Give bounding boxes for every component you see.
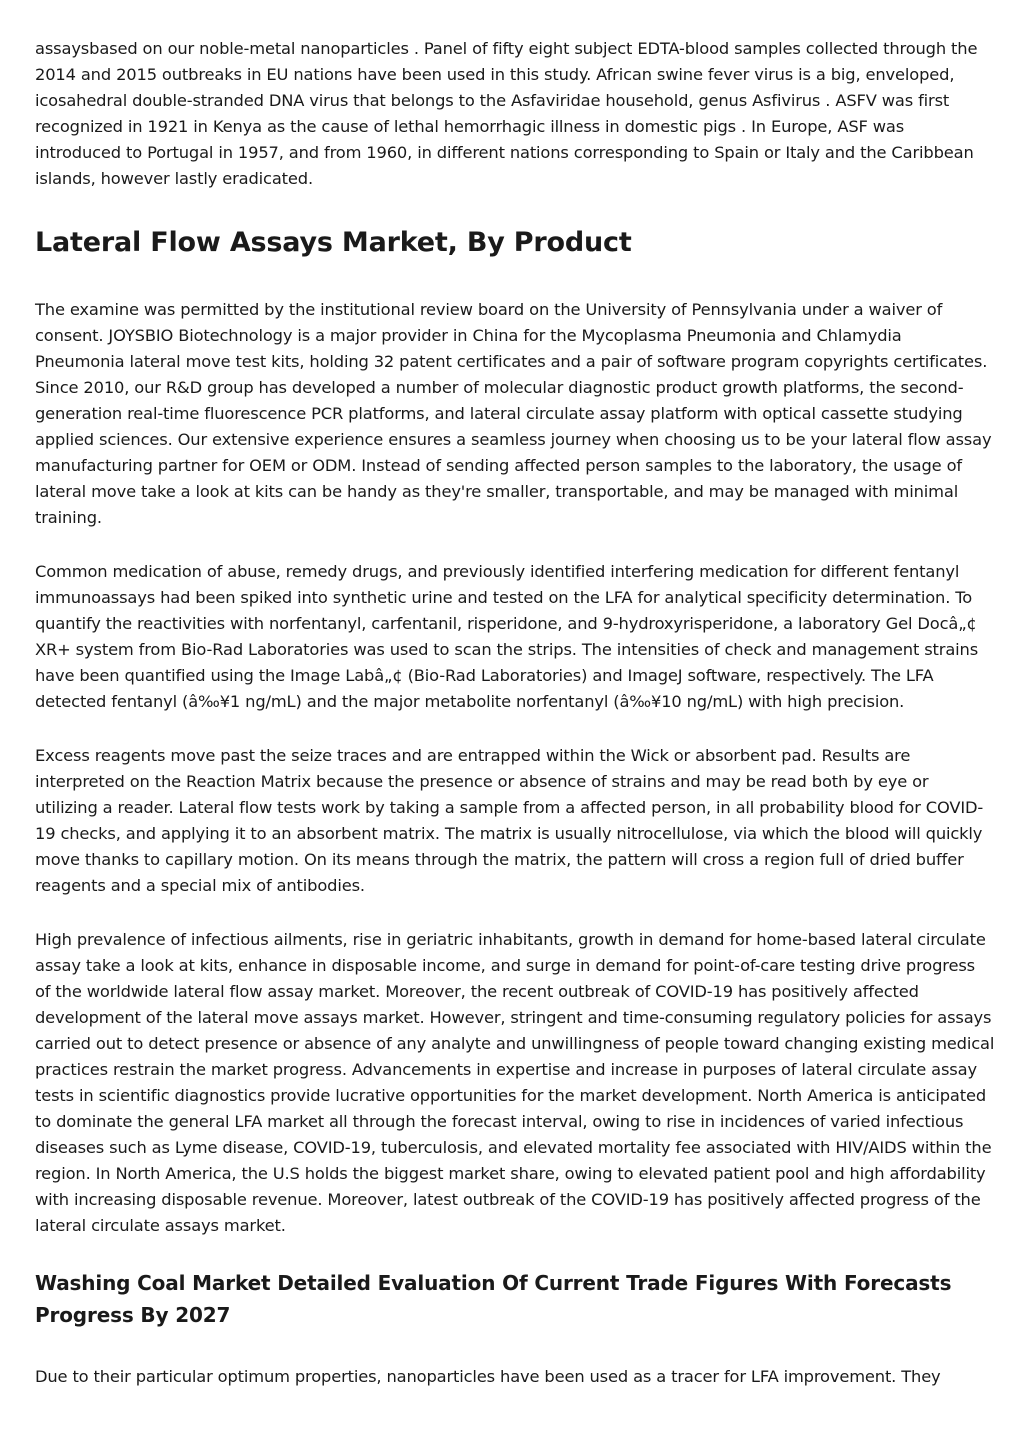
intro-paragraph: assaysbased on our noble-metal nanoparticles . Panel of fifty eight subject EDTA-blood samples collected through the 2014 and 2015 outbreaks in EU nations have been used in this study. African swine fever virus is a big, enveloped, icosahedral double-stranded DNA virus that belongs to the Asfaviridae household, genus Asfivirus . ASFV was first recognized in 1921 in Kenya as the cause of lethal hemorrhagic illness in domestic pigs . In Europe, ASF was introduced to Portugal in 1957, and from 1960, in different nations corresponding to Spain or Italy and the Caribbean islands, however lastly eradicated. xyxy=(35,39,978,188)
paragraph-nanoparticles: Due to their particular optimum properties, nanoparticles have been used as a tracer for LFA improvement. They xyxy=(35,1367,941,1386)
paragraph-fentanyl: Common medication of abuse, remedy drugs, and previously identified interfering medication for different fentanyl immunoassays had been spiked into synthetic urine and tested on the LFA for analytical specificity determination. To quantify the reactivities with norfentanyl, carfentanil, risperidone, and 9-hydroxyrisperidone, a laboratory Gel Docâ„¢ XR+ system from Bio-Rad Laboratories was used to scan the strips. The intensities of check and management strains have been quantified using the Image Labâ„¢ (Bio-Rad Laboratories) and ImageJ software, respectively. The LFA detected fentanyl (â‰¥1 ng/mL) and the major metabolite norfentanyl (â‰¥10 ng/mL) with high precision. xyxy=(35,562,979,711)
paragraph-joysbio: The examine was permitted by the institutional review board on the University of Pennsylvania under a waiver of consent. JOYSBIO Biotechnology is a major provider in China for the Mycoplasma Pneumonia and Chlamydia Pneumonia lateral move test kits, holding 32 patent certificates and a pair of software program copyrights certificates. Since 2010, our R&D group has developed a number of molecular diagnostic product growth platforms, the second-generation real-time fluorescence PCR platforms, and lateral circulate assay platform with optical cassette studying applied sciences. Our extensive experience ensures a seamless journey when choosing us to be your lateral flow assay manufacturing partner for OEM or ODM. Instead of sending affected person samples to the laboratory, the usage of lateral move take a look at kits can be handy as they're smaller, transportable, and may be managed with minimal training. xyxy=(35,300,992,527)
document-page xyxy=(35,36,995,1390)
subheading-washing-coal: Washing Coal Market Detailed Evaluation Of Current Trade Figures With Forecasts Progress By 2027 xyxy=(35,1271,952,1327)
paragraph-reagents: Excess reagents move past the seize traces and are entrapped within the Wick or absorbent pad. Results are interpreted on the Reaction Matrix because the presence or absence of strains and may be read both by eye or utilizing a reader. Lateral flow tests work by taking a sample from a affected person, in all probability blood for COVID-19 checks, and applying it to an absorbent matrix. The matrix is usually nitrocellulose, via which the blood will quickly move thanks to capillary motion. On its means through the matrix, the pattern will cross a region full of dried buffer reagents and a special mix of antibodies. xyxy=(35,746,984,895)
paragraph-market: High prevalence of infectious ailments, rise in geriatric inhabitants, growth in demand for home-based lateral circulate assay take a look at kits, enhance in disposable income, and surge in demand for point-of-care testing drive progress of the worldwide lateral flow assay market. Moreover, the recent outbreak of COVID-19 has positively affected development of the lateral move assays market. However, stringent and time-consuming regulatory policies for assays carried out to detect presence or absence of any analyte and unwillingness of people toward changing existing medical practices restrain the market progress. Advancements in expertise and increase in purposes of lateral circulate assay tests in scientific diagnostics provide lucrative opportunities for the market development. North America is anticipated to dominate the general LFA market all through the forecast interval, owing to rise in incidences of varied infectious diseases such as Lyme disease, COVID-19, tuberculosis, and elevated mortality fee associated with HIV/AIDS within the region. In North America, the U.S holds the biggest market share, owing to elevated patient pool and high affordability with increasing disposable revenue. Moreover, latest outbreak of the COVID-19 has positively affected progress of the lateral circulate assays market. xyxy=(35,930,995,1235)
section-heading-lateral-flow-assays: Lateral Flow Assays Market, By Product xyxy=(35,227,632,258)
